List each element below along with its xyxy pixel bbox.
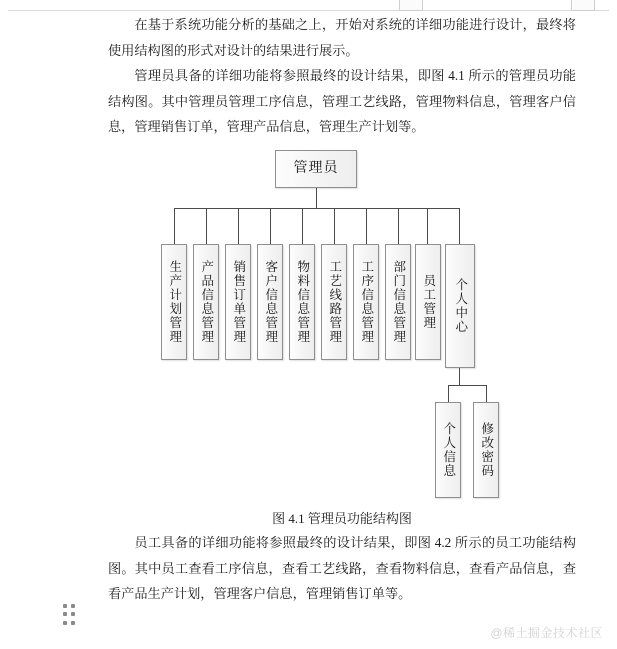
diagram-node-customer-info-label: 客户信息管理 — [263, 260, 278, 344]
paragraph-admin-features-text: 管理员具备的详细功能将参照最终的设计结果，即图 4.1 所示的管理员功能结构图。其中管理员管理工序信息，管理工艺线路，管理物料信息，管理客户信息，管理销售订单，管理产品信息，管理生产计划等。 — [108, 68, 576, 134]
diagram-node-procedure-info[interactable] — [353, 244, 379, 360]
diagram-node-process-route-label: 工艺线路管理 — [327, 260, 342, 344]
page-margin-marker-right — [571, 0, 595, 11]
diagram-node-employee-management-label: 员工管理 — [421, 274, 436, 330]
diagram-node-personal-center[interactable] — [445, 244, 475, 368]
connector-leg-6 — [334, 208, 335, 244]
watermark-text: @稀土掘金技术社区 — [490, 626, 603, 640]
diagram-node-customer-info[interactable] — [257, 244, 283, 360]
connector-root-trunk — [316, 188, 317, 208]
connector-sub-leg-2 — [486, 385, 487, 402]
diagram-node-material-info-label: 物料信息管理 — [295, 260, 310, 344]
diagram-node-sales-order-label: 销售订单管理 — [231, 260, 246, 344]
connector-leg-4 — [270, 208, 271, 244]
grip-dot — [71, 612, 75, 616]
paragraph-employee-features — [108, 530, 576, 607]
diagram-node-production-plan-label: 生产计划管理 — [167, 260, 182, 344]
grip-dot — [71, 604, 75, 608]
connector-leg-10 — [459, 208, 460, 244]
diagram-node-root-label: 管理员 — [293, 161, 339, 177]
connector-horizontal-bus — [174, 208, 459, 209]
page-margin-marker-left — [399, 0, 423, 11]
diagram-node-employee-management[interactable] — [415, 244, 441, 360]
connector-personal-center-trunk — [459, 368, 460, 385]
paragraph-admin-features — [108, 63, 576, 140]
admin-function-structure-diagram — [0, 140, 617, 505]
paragraph-intro-text: 在基于系统功能分析的基础之上，开始对系统的详细功能进行设计，最终将使用结构图的形式对设计的结果进行展示。 — [108, 17, 576, 58]
grip-dot — [71, 621, 75, 625]
diagram-node-sales-order[interactable] — [225, 244, 251, 360]
connector-leg-7 — [366, 208, 367, 244]
diagram-node-change-password[interactable] — [473, 402, 499, 498]
diagram-node-material-info[interactable] — [289, 244, 315, 360]
diagram-node-personal-center-label: 个人中心 — [453, 278, 468, 334]
paragraph-employee-features-text: 员工具备的详细功能将参照最终的设计结果，即图 4.2 所示的员工功能结构图。其中员工查看工序信息，查看工艺线路，查看物料信息，查看产品信息，查看产品生产计划，管理客户信息，管理销售订单等。 — [108, 535, 576, 601]
diagram-node-product-info[interactable] — [193, 244, 219, 360]
diagram-node-change-password-label: 修改密码 — [479, 422, 494, 478]
paragraph-intro — [108, 12, 576, 63]
connector-leg-1 — [174, 208, 175, 244]
diagram-node-product-info-label: 产品信息管理 — [199, 260, 214, 344]
diagram-node-process-route[interactable] — [321, 244, 347, 360]
diagram-node-root[interactable] — [275, 150, 357, 188]
diagram-node-personal-info-label: 个人信息 — [441, 422, 456, 478]
diagram-node-procedure-info-label: 工序信息管理 — [359, 260, 374, 344]
connector-leg-9 — [427, 208, 428, 244]
diagram-node-personal-info[interactable] — [435, 402, 461, 498]
connector-leg-8 — [398, 208, 399, 244]
connector-leg-2 — [206, 208, 207, 244]
connector-personal-center-bus — [448, 385, 486, 386]
drag-handle-icon[interactable] — [63, 604, 75, 626]
grip-dot — [63, 612, 67, 616]
page-top-divider — [8, 10, 609, 11]
figure-caption: 图 4.1 管理员功能结构图 — [272, 511, 412, 526]
diagram-node-department-info-label: 部门信息管理 — [391, 260, 406, 344]
connector-leg-3 — [238, 208, 239, 244]
connector-sub-leg-1 — [448, 385, 449, 402]
grip-dot — [63, 604, 67, 608]
diagram-node-production-plan[interactable] — [161, 244, 187, 360]
diagram-node-department-info[interactable] — [385, 244, 411, 360]
grip-dot — [63, 621, 67, 625]
connector-leg-5 — [302, 208, 303, 244]
